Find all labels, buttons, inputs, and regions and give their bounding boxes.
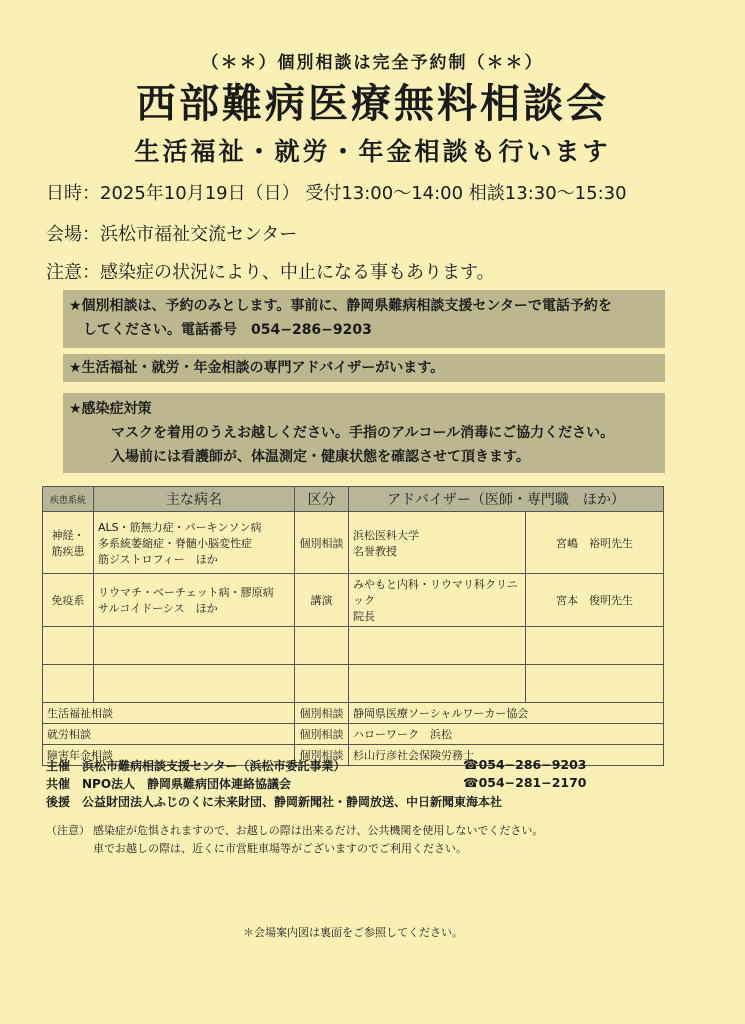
note-label: （注意）: [46, 824, 90, 837]
disease-line: サルコイドーシス ほか: [98, 602, 218, 615]
notice-box-reservation: [63, 290, 665, 348]
row-type: 講演: [295, 574, 349, 627]
row-diseases: [94, 512, 295, 574]
event-caution: 注意：感染症の状況により、中止になる事もあります。: [46, 262, 495, 283]
disease-line: ALS・筋無力症・パーキンソン病: [98, 520, 262, 534]
header-category: 疾患系統: [43, 487, 94, 512]
org-line: 名誉教授: [353, 544, 397, 558]
box-line: ★個別相談は、予約のみとします。事前に、静岡県難病相談支援センターで電話予約を: [69, 298, 612, 314]
pre-title: （＊＊）個別相談は完全予約制（＊＊）: [201, 53, 544, 73]
special-label: 就労相談: [43, 724, 295, 745]
table-row-empty: [43, 665, 664, 703]
row-org: [349, 512, 526, 574]
event-datetime: 日時：2025年10月19日（日） 受付13:00〜14:00 相談13:30〜15:30: [46, 183, 627, 204]
special-label: 生活福祉相談: [43, 703, 295, 724]
row-category: 神経・筋疾患: [43, 512, 94, 574]
cohost-phone: ☎054−281−2170: [463, 775, 587, 790]
box-line: ★感染症対策: [69, 401, 152, 417]
event-venue: 会場：浜松市福祉交流センター: [46, 224, 298, 245]
table-row-special: [43, 724, 664, 745]
row-advisor-name: 宮本 俊明先生: [526, 574, 664, 627]
disease-line: 筋ジストロフィー ほか: [98, 552, 218, 566]
header-advisor: アドバイザー（医師・専門職 ほか）: [349, 487, 664, 512]
row-type: 個別相談: [295, 512, 349, 574]
special-type: 個別相談: [295, 703, 349, 724]
box-line: してください。電話番号 054−286−9203: [69, 322, 372, 338]
table-row: [43, 574, 664, 627]
support-line: 後援 公益財団法人ふじのくに未来財団、静岡新聞社・静岡放送、中日新聞東海本社: [46, 795, 503, 809]
notice-box-infection: [63, 393, 665, 473]
row-diseases: [94, 574, 295, 627]
row-advisor-name: 宮嶋 裕明先生: [526, 512, 664, 574]
box-line: 入場前には看護師が、体温測定・健康状態を確認させて頂きます。: [69, 449, 530, 465]
disease-line: 多系統萎縮症・脊髄小脳変性症: [98, 536, 252, 550]
consultation-table: [42, 486, 664, 766]
special-type: 個別相談: [295, 745, 349, 766]
org-line: 浜松医科大学: [353, 528, 419, 542]
box-line: ★生活福祉・就労・年金相談の専門アドバイザーがいます。: [69, 360, 445, 376]
notice-box-advisors: [63, 354, 665, 382]
org-line: みやもと内科・リウマリ科クリニック: [353, 578, 518, 607]
special-advisor: 静岡県医療ソーシャルワーカー協会: [349, 703, 664, 724]
table-row: [43, 512, 664, 574]
box-line: マスクを着用のうえお越しください。手指のアルコール消毒にご協力ください。: [69, 425, 615, 441]
note-line-1: 感染症が危惧されますので、お越しの際は出来るだけ、公共機関を使用しないでください。: [93, 824, 544, 837]
host-phone: ☎054−286−9203: [463, 757, 587, 772]
footer-note: ＊会場案内図は裏面をご参照してください。: [243, 926, 463, 939]
subtitle: 生活福祉・就労・年金相談も行います: [134, 137, 611, 166]
special-label: 障害年金相談: [43, 745, 295, 766]
row-category: 免疫系: [43, 574, 94, 627]
page-title: 西部難病医療無料相談会: [136, 81, 609, 127]
table-header: [43, 487, 664, 512]
header-diseases: 主な病名: [94, 487, 295, 512]
special-advisor: ハローワーク 浜松: [349, 724, 664, 745]
disease-line: リウマチ・ベーチェット病・膠原病: [98, 586, 274, 599]
org-line: 院長: [353, 610, 375, 623]
header-type: 区分: [295, 487, 349, 512]
cohost-line: 共催 NPO法人 静岡県難病団体連絡協議会: [46, 777, 292, 791]
note-line-2: 車でお越しの際は、近くに市営駐車場等がございますのでご利用ください。: [93, 842, 467, 855]
host-line: 主催 浜松市難病相談支援センター（浜松市委託事業）: [46, 759, 346, 773]
table-row-special: [43, 703, 664, 724]
table-row-empty: [43, 627, 664, 665]
special-advisor: 杉山行彦社会保険労務士: [349, 745, 664, 766]
row-org: [349, 574, 526, 627]
special-type: 個別相談: [295, 724, 349, 745]
